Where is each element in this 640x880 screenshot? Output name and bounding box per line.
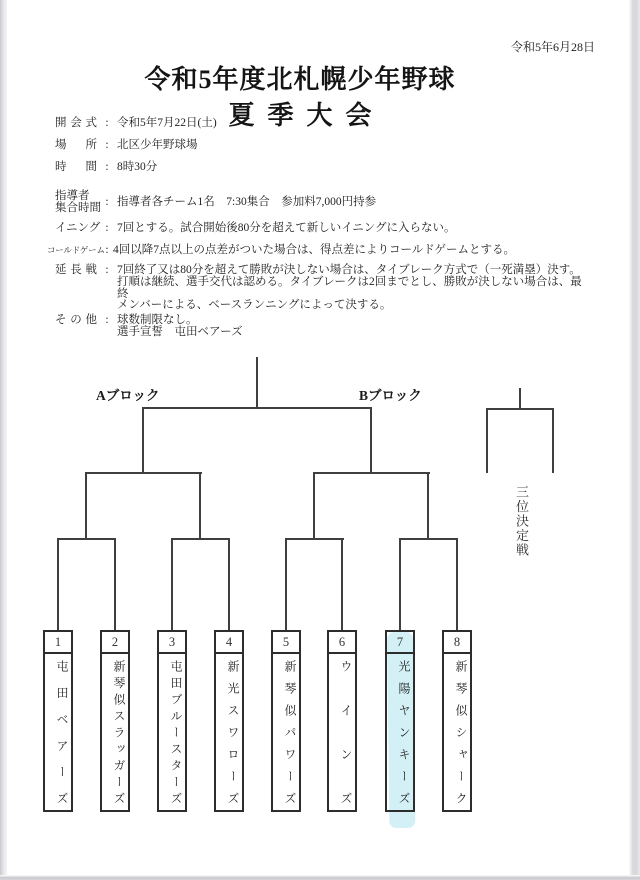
bracket-line-qf4-stem <box>427 472 429 540</box>
info-colon: : <box>105 264 109 276</box>
team-number: 6 <box>327 630 357 654</box>
bracket-line-team4-stem <box>228 538 230 632</box>
info-colon: : <box>105 314 109 326</box>
bracket-line-semifinal-b-bar <box>313 472 430 474</box>
info-label: イニング <box>55 222 101 234</box>
bracket-line-team8-stem <box>456 538 458 632</box>
bracket-line-team1-stem <box>57 538 59 632</box>
team-name: 光陽ヤンキーズ <box>385 654 415 812</box>
bracket-line-team5-stem <box>285 538 287 632</box>
bracket-line-final-bar <box>142 407 372 409</box>
team-column-3 <box>157 630 187 812</box>
bracket-line-semifinal-a-stem <box>142 407 144 474</box>
team-number: 1 <box>43 630 73 654</box>
info-row-time <box>55 162 157 174</box>
bracket-line-champion-stem <box>256 357 258 409</box>
info-colon: : <box>105 222 109 234</box>
document-title-line2: 夏季大会 <box>228 101 385 130</box>
team-name: ウインズ <box>327 654 357 812</box>
team-name: 屯田ベアーズ <box>43 654 73 812</box>
info-value-line: 打順は継続、選手交代は認める。タイブレークは2回までとし、勝敗が決しない場合は、最終 <box>117 275 582 300</box>
team-name: 新琴似スラッガーズ <box>100 654 130 812</box>
bracket-line-qf1-bar <box>57 538 116 540</box>
block-b-label: Bブロック <box>359 388 422 403</box>
team-name: 屯田ブルースターズ <box>157 654 187 812</box>
bracket-line-thirdplace-right-leg <box>552 408 554 473</box>
team-column-7 <box>385 630 415 812</box>
info-value-line: 選手宣誓 屯田ベアーズ <box>117 325 243 338</box>
info-row-gathering <box>55 191 376 215</box>
info-row-other <box>55 315 587 339</box>
team-number: 8 <box>442 630 472 654</box>
team-name: 新琴似シャーク <box>442 654 472 812</box>
info-value: 令和5年7月22日(土) <box>117 117 217 129</box>
info-label-line1: 指導者 <box>55 190 90 202</box>
page-edge-right <box>629 0 640 880</box>
team-name: 新光スワローズ <box>214 654 244 812</box>
info-value <box>117 265 587 312</box>
document-title-line1: 令和5年度北札幌少年野球 <box>144 65 456 94</box>
page-edge-left <box>0 0 7 880</box>
bracket-line-qf2-bar <box>171 538 230 540</box>
bracket-line-team6-stem <box>341 538 343 632</box>
team-column-1 <box>43 630 73 812</box>
info-value: 8時30分 <box>117 161 158 173</box>
info-value-line: メンバーによる、ベースランニングによって決する。 <box>117 299 392 312</box>
team-column-2 <box>100 630 130 812</box>
bracket-line-thirdplace-bar <box>486 408 554 410</box>
bracket-line-qf4-bar <box>399 538 458 540</box>
info-label: その他 <box>55 314 97 326</box>
bracket-line-semifinal-b-stem <box>370 407 372 474</box>
page-edge-bottom <box>0 875 640 880</box>
bracket-line-qf3-bar <box>285 538 344 540</box>
info-colon: : <box>105 244 109 256</box>
info-row-place <box>55 140 198 152</box>
info-label: 場所 <box>55 139 97 151</box>
info-colon: : <box>105 161 109 173</box>
bracket-line-semifinal-a-bar <box>85 472 202 474</box>
info-row-extra-innings <box>55 265 587 312</box>
info-label-line2: 集合時間 <box>55 201 101 214</box>
info-value-line: 7回終了又は80分を超えて勝敗が決しない場合は、タイブレーク方式で（一死満塁）決す。 <box>117 264 581 276</box>
info-label: 開会式 <box>55 117 97 129</box>
info-value: 7回とする。試合開始後80分を超えて新しいイニングに入らない。 <box>117 222 456 234</box>
team-name: 新琴似パワーズ <box>271 654 301 812</box>
block-a-label: Aブロック <box>96 388 160 403</box>
team-column-6 <box>327 630 357 812</box>
bracket-line-qf1-stem <box>85 472 87 540</box>
bracket-line-team2-stem <box>114 538 116 632</box>
team-number: 7 <box>385 630 415 654</box>
team-column-8 <box>442 630 472 812</box>
document-date: 令和5年6月28日 <box>510 40 595 54</box>
third-place-label: 三位決定戦 <box>514 485 529 558</box>
team-column-5 <box>271 630 301 812</box>
info-label <box>55 190 101 215</box>
info-row-opening-ceremony <box>55 118 217 130</box>
bracket-line-team7-stem <box>399 538 401 632</box>
bracket-line-thirdplace-stem <box>519 388 521 410</box>
team-number: 5 <box>271 630 301 654</box>
info-row-cold-game <box>47 244 516 257</box>
info-colon: : <box>105 195 109 208</box>
info-colon: : <box>105 139 109 151</box>
info-label: 延長戦 <box>55 264 97 276</box>
bracket-line-qf3-stem <box>313 472 315 540</box>
info-value: 指導者各チーム1名 7:30集合 参加料7,000円持参 <box>117 195 377 208</box>
bracket-line-thirdplace-left-leg <box>486 408 488 473</box>
team-column-4 <box>214 630 244 812</box>
info-colon: : <box>105 117 109 129</box>
bracket-line-team3-stem <box>171 538 173 632</box>
info-row-innings <box>55 223 456 235</box>
info-label: 時間 <box>55 161 97 173</box>
bracket-line-qf2-stem <box>199 472 201 540</box>
team-number: 2 <box>100 630 130 654</box>
info-label: コールドゲーム <box>47 245 105 255</box>
info-value <box>117 315 587 339</box>
info-value: 北区少年野球場 <box>117 139 198 151</box>
team-number: 4 <box>214 630 244 654</box>
team-number: 3 <box>157 630 187 654</box>
info-value-line: 球数制限なし。 <box>117 314 198 326</box>
info-value: 4回以降7点以上の点差がついた場合は、得点差によりコールドゲームとする。 <box>113 244 516 256</box>
